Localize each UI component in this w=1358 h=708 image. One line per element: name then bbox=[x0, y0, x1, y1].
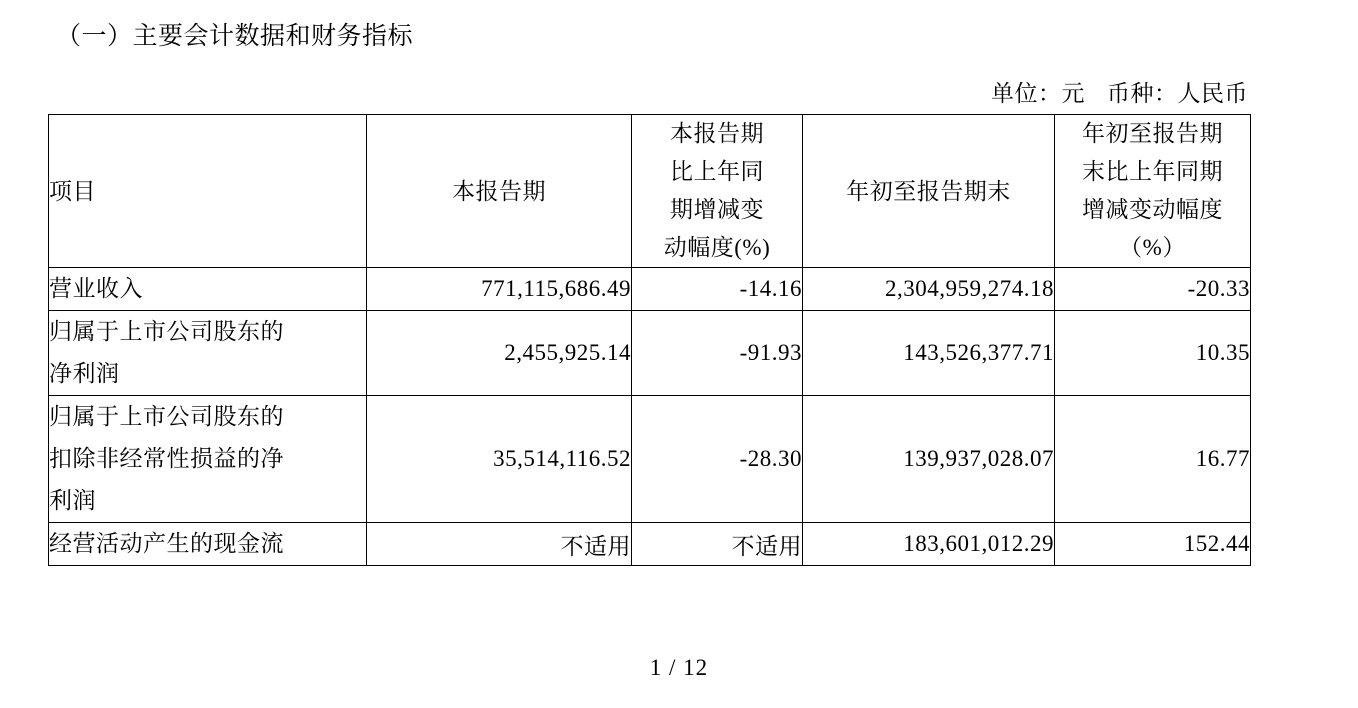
cell-current-period: 2,455,925.14 bbox=[367, 311, 632, 396]
header-line: 比上年同 bbox=[670, 159, 764, 184]
header-line: 期增减变 bbox=[670, 197, 764, 222]
cell-ytd: 183,601,012.29 bbox=[803, 523, 1055, 566]
currency-label: 币种：人民币 bbox=[1107, 81, 1248, 106]
unit-label: 单位：元 bbox=[991, 81, 1085, 106]
label-line: 扣除非经常性损益的净 bbox=[49, 446, 284, 471]
page-title: （一）主要会计数据和财务指标 bbox=[56, 23, 414, 50]
header-line: 本报告期 bbox=[670, 121, 764, 146]
cell-current-period: 35,514,116.52 bbox=[367, 396, 632, 523]
cell-current-change: -91.93 bbox=[632, 311, 803, 396]
label-line: 营业收入 bbox=[49, 276, 143, 301]
label-line: 利润 bbox=[49, 488, 96, 513]
cell-ytd: 143,526,377.71 bbox=[803, 311, 1055, 396]
row-label bbox=[49, 523, 367, 566]
cell-ytd-change: 10.35 bbox=[1055, 311, 1251, 396]
column-header-current-change bbox=[632, 115, 803, 268]
label-line: 归属于上市公司股东的 bbox=[49, 319, 284, 344]
header-line: 年初至报告期 bbox=[1082, 121, 1223, 146]
cell-ytd: 139,937,028.07 bbox=[803, 396, 1055, 523]
table-row bbox=[49, 268, 1251, 311]
cell-current-change: -28.30 bbox=[632, 396, 803, 523]
label-line: 归属于上市公司股东的 bbox=[49, 404, 284, 429]
header-line: （%） bbox=[1119, 235, 1186, 260]
financial-indicators-table bbox=[48, 114, 1251, 566]
column-header-ytd-change bbox=[1055, 115, 1251, 268]
table-row bbox=[49, 311, 1251, 396]
label-line: 经营活动产生的现金流 bbox=[49, 531, 284, 556]
column-header-item: 项目 bbox=[49, 115, 367, 268]
header-line: 动幅度(%) bbox=[663, 235, 771, 260]
label-line: 净利润 bbox=[49, 361, 120, 386]
unit-currency-line bbox=[991, 78, 1248, 110]
table-header-row bbox=[49, 115, 1251, 268]
cell-current-change: -14.16 bbox=[632, 268, 803, 311]
page-footer: 1 / 12 bbox=[649, 655, 709, 680]
table-row bbox=[49, 523, 1251, 566]
header-line: 末比上年同期 bbox=[1082, 159, 1223, 184]
row-label bbox=[49, 311, 367, 396]
cell-ytd-change: 16.77 bbox=[1055, 396, 1251, 523]
cell-current-change: 不适用 bbox=[632, 523, 803, 566]
column-header-ytd: 年初至报告期末 bbox=[803, 115, 1055, 268]
row-label bbox=[49, 268, 367, 311]
cell-current-period: 不适用 bbox=[367, 523, 632, 566]
cell-ytd-change: -20.33 bbox=[1055, 268, 1251, 311]
cell-current-period: 771,115,686.49 bbox=[367, 268, 632, 311]
column-header-current-period: 本报告期 bbox=[367, 115, 632, 268]
cell-ytd-change: 152.44 bbox=[1055, 523, 1251, 566]
table-row bbox=[49, 396, 1251, 523]
header-line: 增减变动幅度 bbox=[1082, 197, 1223, 222]
cell-ytd: 2,304,959,274.18 bbox=[803, 268, 1055, 311]
row-label bbox=[49, 396, 367, 523]
